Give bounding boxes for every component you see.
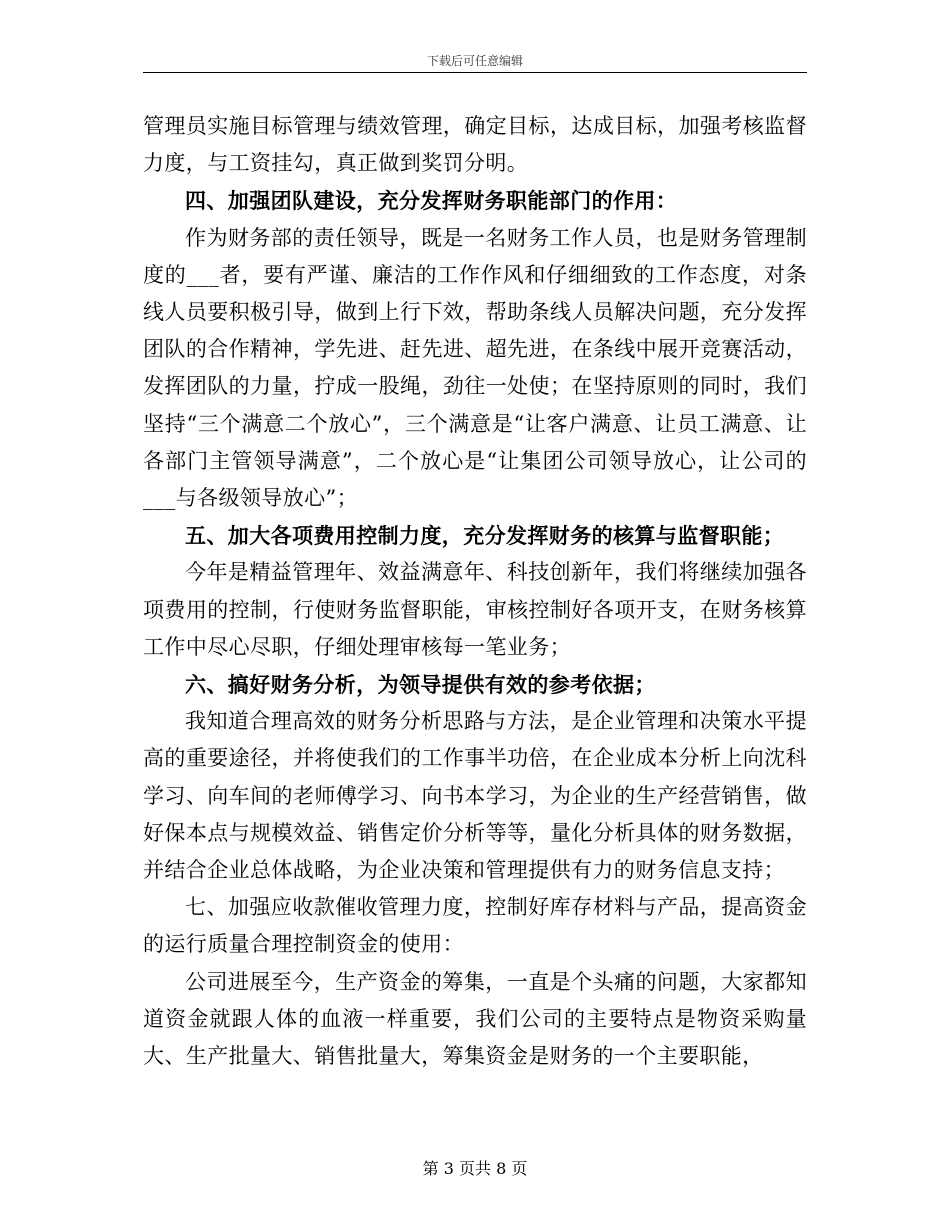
section-heading-5: 五、加大各项费用控制力度，充分发挥财务的核算与监督职能； xyxy=(185,523,785,549)
paragraph-team-building: 作为财务部的责任领导，既是一名财务工作人员，也是财务管理制度的___者，要有严谨、廉洁的工作作风和仔细细致的工作态度，对条线人员要积极引导，做到上行下效，帮助条线人员解决问题，充分发挥团队的合作精神，学先进、赶先进、超先进，在条线中展开竞赛活动，发挥团队的力量，拧成一股绳，劲往一处使；在坚持原则的同时，我们坚持“三个满意二个放心”，三个满意是“让客户满意、让员工满意、让各部门主管领导满意”，二个放心是“让集团公司领导放心，让公司的___与各级领导放心”； xyxy=(143,225,807,511)
document-body xyxy=(143,108,807,1075)
page-number: 第 3 页共 8 页 xyxy=(422,1159,528,1178)
section-heading-7: 七、加强应收款催收管理力度，控制好库存材料与产品，提高资金的运行质量合理控制资金的使用： xyxy=(143,895,807,957)
section-heading-6: 六、搞好财务分析，为领导提供有效的参考依据； xyxy=(185,672,656,698)
paragraph-cost-control: 今年是精益管理年、效益满意年、科技创新年，我们将继续加强各项费用的控制，行使财务监督职能，审核控制好各项开支，在财务核算工作中尽心尽职，仔细处理审核每一笔业务； xyxy=(143,560,807,659)
page-header: 下载后可任意编辑 xyxy=(426,54,523,68)
section-heading-4: 四、加强团队建设，充分发挥财务职能部门的作用： xyxy=(185,188,678,214)
paragraph-financial-analysis: 我知道合理高效的财务分析思路与方法，是企业管理和决策水平提高的重要途径，并将使我们的工作事半功倍，在企业成本分析上向沈科学习、向车间的老师傅学习、向书本学习，为企业的生产经营销售，做好保本点与规模效益、销售定价分析等等，量化分析具体的财务数据，并结合企业总体战略，为企业决策和管理提供有力的财务信息支持； xyxy=(143,709,807,883)
paragraph-funding: 公司进展至今，生产资金的筹集，一直是个头痛的问题，大家都知道资金就跟人体的血液一样重要，我们公司的主要特点是物资采购量大、生产批量大、销售批量大，筹集资金是财务的一个主要职能， xyxy=(143,969,807,1069)
header-divider xyxy=(143,72,807,73)
paragraph-continuation: 管理员实施目标管理与绩效管理，确定目标，达成目标，加强考核监督力度，与工资挂勾，真正做到奖罚分明。 xyxy=(143,114,807,176)
